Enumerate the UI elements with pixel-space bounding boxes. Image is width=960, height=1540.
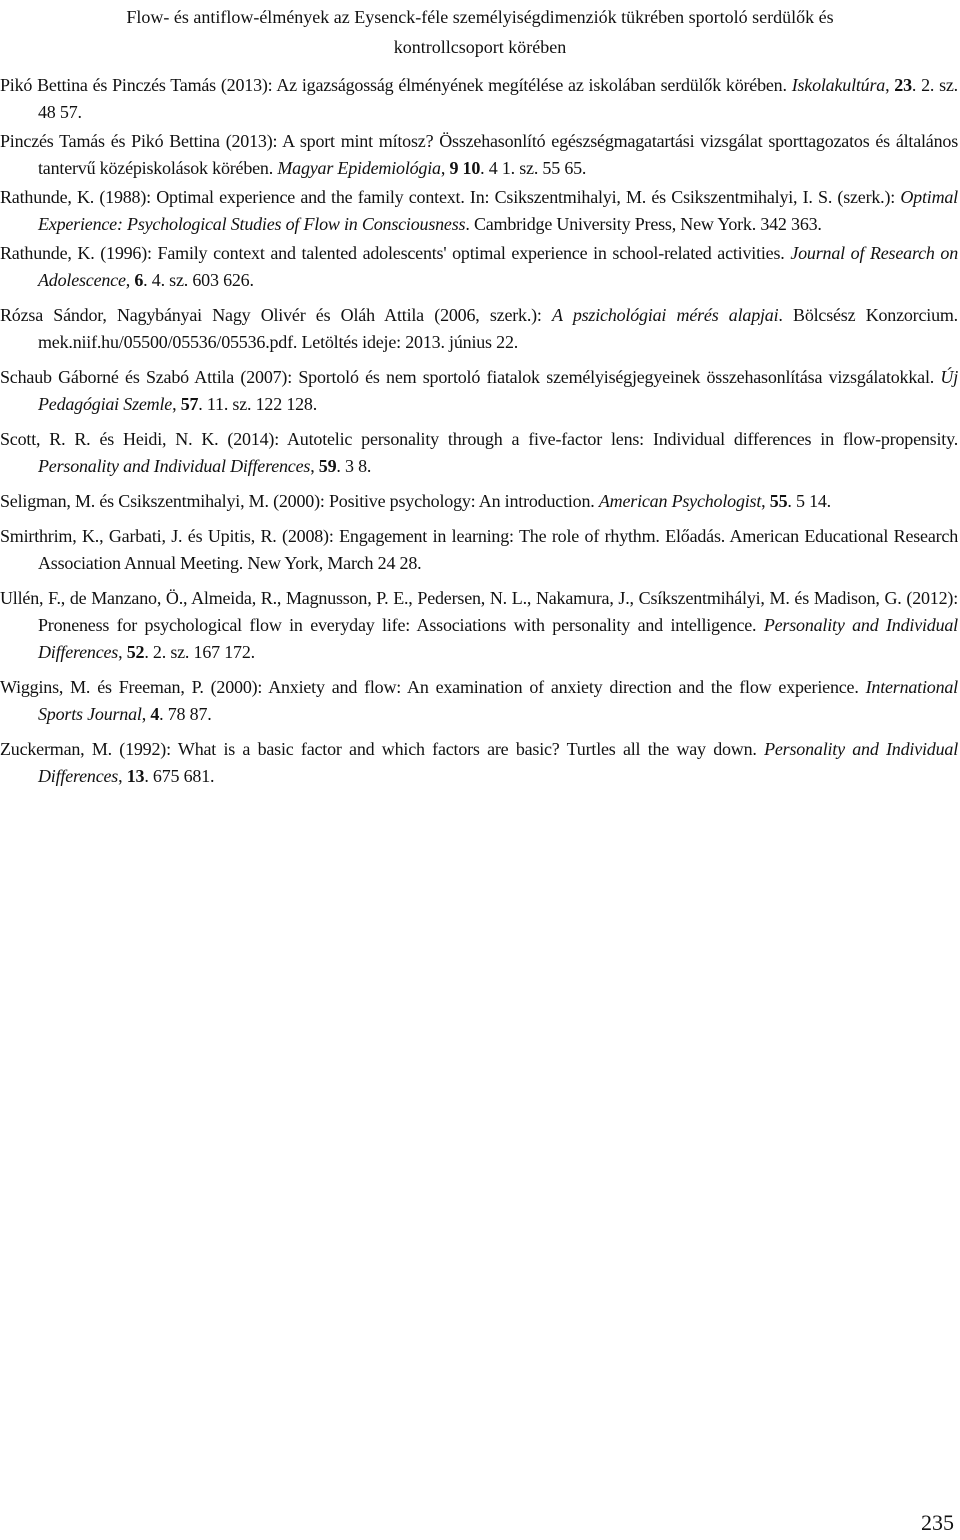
reference-entry — [0, 674, 958, 728]
reference-entry — [0, 302, 958, 356]
reference-separator: . — [778, 305, 794, 325]
reference-authors: Smirthrim, K., Garbati, J. és Upitis, R. (2008): Engagement in learning: The role of rhythm. Előadás. American Educational Research Association Annual Meeting. New York, March 24 28. — [0, 526, 958, 573]
reference-authors: Rathunde, K. (1996): Family context and talented adolescents' optimal experience in school-related activities. — [0, 243, 785, 263]
reference-authors: Scott, R. R. és Heidi, N. K. (2014): Autotelic personality through a five-factor lens: Individual differences in flow-propensity. — [0, 429, 958, 449]
reference-list — [0, 72, 958, 798]
reference-authors: Schaub Gáborné és Szabó Attila (2007): Sportoló és nem sportoló fiatalok személyiségjegyeinek összehasonlítása vizsgálatokkal. — [0, 367, 935, 387]
reference-entry — [0, 426, 958, 480]
reference-source: Magyar Epidemiológia — [277, 158, 441, 178]
reference-details: . 5 14. — [787, 491, 831, 511]
reference-authors: Rózsa Sándor, Nagybányai Nagy Olivér és Oláh Attila (2006, szerk.): — [0, 305, 542, 325]
reference-source: Iskolakultúra — [791, 75, 886, 95]
reference-source: A pszichológiai mérés alapjai — [552, 305, 779, 325]
reference-separator: , — [125, 270, 135, 290]
reference-entry — [0, 488, 958, 515]
page-number: 235 — [921, 1510, 954, 1535]
reference-source: Optimal Experience: Psychological Studies of Flow in Consciousness — [38, 187, 958, 234]
reference-details: . 675 681. — [144, 766, 215, 786]
reference-authors: Rathunde, K. (1988): Optimal experience and the family context. In: Csikszentmihalyi, M. és Csikszentmihalyi, I. S. (szerk.): — [0, 187, 896, 207]
reference-source: Journal of Research on Adolescence — [38, 243, 959, 290]
reference-entry — [0, 184, 958, 238]
reference-authors: Zuckerman, M. (1992): What is a basic factor and which factors are basic? Turtles all the way down. — [0, 739, 757, 759]
reference-entry — [0, 240, 958, 294]
running-header-line-2: kontrollcsoport körében — [393, 37, 567, 57]
reference-authors: Ullén, F., de Manzano, Ö., Almeida, R., Magnusson, P. E., Pedersen, N. L., Nakamura, J., Csíkszentmihályi, M. és Madison, G. (2012): Proneness for psychological flow in everyday life: Associations with personality and intelligence. — [0, 588, 958, 635]
reference-separator: , — [310, 456, 319, 476]
reference-volume: 9 10 — [449, 158, 481, 178]
reference-volume: 4 — [150, 704, 160, 724]
reference-authors: Pikó Bettina és Pinczés Tamás (2013): Az igazságosság élményének megítélése az iskolában serdülők körében. — [0, 75, 787, 95]
reference-details: . 3 8. — [336, 456, 372, 476]
reference-details: . 4. sz. 603 626. — [143, 270, 254, 290]
reference-details: . 11. sz. 122 128. — [198, 394, 318, 414]
reference-details: . 4 1. sz. 55 65. — [480, 158, 587, 178]
reference-entry — [0, 128, 958, 182]
reference-entry — [0, 736, 958, 790]
reference-separator: , — [141, 704, 151, 724]
reference-separator: , — [118, 642, 127, 662]
reference-volume: 57 — [180, 394, 199, 414]
reference-separator: . — [465, 214, 474, 234]
reference-source: Új Pedagógiai Szemle — [38, 367, 958, 414]
reference-details: . 78 87. — [159, 704, 212, 724]
reference-volume: 55 — [769, 491, 788, 511]
reference-source: Personality and Individual Differences — [38, 456, 311, 476]
reference-separator: , — [440, 158, 450, 178]
reference-separator: , — [118, 766, 127, 786]
reference-authors: Seligman, M. és Csikszentmihalyi, M. (2000): Positive psychology: An introduction. — [0, 491, 595, 511]
reference-entry — [0, 364, 958, 418]
reference-entry — [0, 72, 958, 126]
reference-authors: Wiggins, M. és Freeman, P. (2000): Anxiety and flow: An examination of anxiety direction and the flow experience. — [0, 677, 859, 697]
running-header — [0, 2, 960, 62]
reference-details: Bölcsész Konzorcium. mek.niif.hu/05500/05536/05536.pdf. Letöltés ideje: 2013. június 22. — [38, 305, 958, 352]
running-header-line-1: Flow- és antiflow-élmények az Eysenck-féle személyiségdimenziók tükrében sportoló serdülők és — [126, 7, 834, 27]
reference-details: . 2. sz. 167 172. — [144, 642, 255, 662]
reference-details: . 2. sz. 48 57. — [38, 75, 958, 122]
reference-separator: , — [172, 394, 181, 414]
reference-source: Personality and Individual Differences — [38, 739, 958, 786]
reference-volume: 13 — [126, 766, 145, 786]
reference-separator: , — [761, 491, 770, 511]
reference-volume: 6 — [134, 270, 144, 290]
reference-volume: 23 — [894, 75, 912, 95]
reference-source: International Sports Journal — [38, 677, 958, 724]
reference-authors: Pinczés Tamás és Pikó Bettina (2013): A sport mint mítosz? Összehasonlító egészségmagatartási vizsgálat sporttagozatos és általános tantervű középiskolások körében. — [0, 131, 958, 178]
reference-entry — [0, 523, 958, 577]
reference-volume: 59 — [318, 456, 337, 476]
reference-source: Personality and Individual Differences — [38, 615, 958, 662]
reference-source: American Psychologist — [598, 491, 762, 511]
reference-separator: , — [885, 75, 895, 95]
reference-entry — [0, 585, 958, 666]
reference-volume: 52 — [126, 642, 145, 662]
reference-details: Cambridge University Press, New York. 342 363. — [473, 214, 822, 234]
